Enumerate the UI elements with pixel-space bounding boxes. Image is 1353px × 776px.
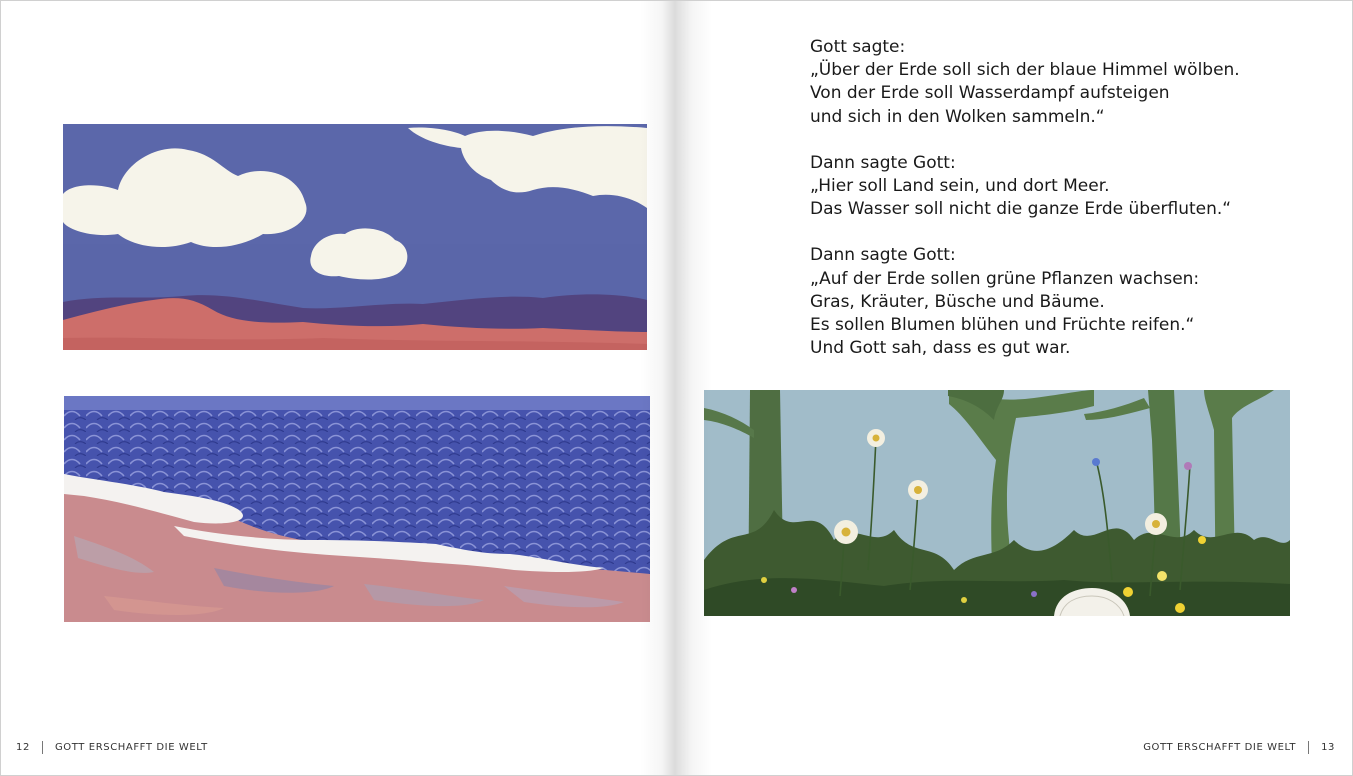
page-number: 13 <box>1321 742 1335 753</box>
text-line: und sich in den Wolken sammeln.“ <box>810 106 1105 127</box>
text-line: Dann sagte Gott: <box>810 152 956 173</box>
text-line: Und Gott sah, dass es gut war. <box>810 338 1071 359</box>
stanza-land-and-sea <box>810 152 1280 222</box>
running-title: GOTT ERSCHAFFT DIE WELT <box>1143 742 1297 753</box>
sea-and-shore-illustration <box>64 396 650 622</box>
footer-separator <box>1308 741 1309 754</box>
creation-text <box>810 36 1280 383</box>
text-line: Von der Erde soll Wasserdampf aufsteigen <box>810 83 1170 104</box>
text-line: „Auf der Erde sollen grüne Pflanzen wachsen: <box>810 268 1200 289</box>
sea-illustration-art <box>64 396 650 622</box>
stanza-plants <box>810 244 1280 360</box>
footer-separator <box>42 741 43 754</box>
sky-with-clouds-illustration <box>63 124 647 350</box>
text-line: Das Wasser soll nicht die ganze Erde überfluten.“ <box>810 199 1232 220</box>
text-line: Dann sagte Gott: <box>810 245 956 266</box>
sky-illustration-art <box>63 124 647 350</box>
plants-illustration-art <box>704 390 1290 616</box>
text-line: Es sollen Blumen blühen und Früchte reifen.“ <box>810 315 1195 336</box>
trees-and-flowers-illustration <box>704 390 1290 616</box>
text-line: „Über der Erde soll sich der blaue Himmel wölben. <box>810 60 1240 81</box>
right-page-footer <box>1143 741 1335 754</box>
stanza-sky <box>810 36 1280 129</box>
page-number: 12 <box>16 742 30 753</box>
text-line: „Hier soll Land sein, und dort Meer. <box>810 176 1110 197</box>
left-page-footer <box>16 741 208 754</box>
text-line: Gras, Kräuter, Büsche und Bäume. <box>810 291 1105 312</box>
left-page <box>0 0 676 776</box>
text-line: Gott sagte: <box>810 37 906 57</box>
running-title: GOTT ERSCHAFFT DIE WELT <box>54 742 208 753</box>
